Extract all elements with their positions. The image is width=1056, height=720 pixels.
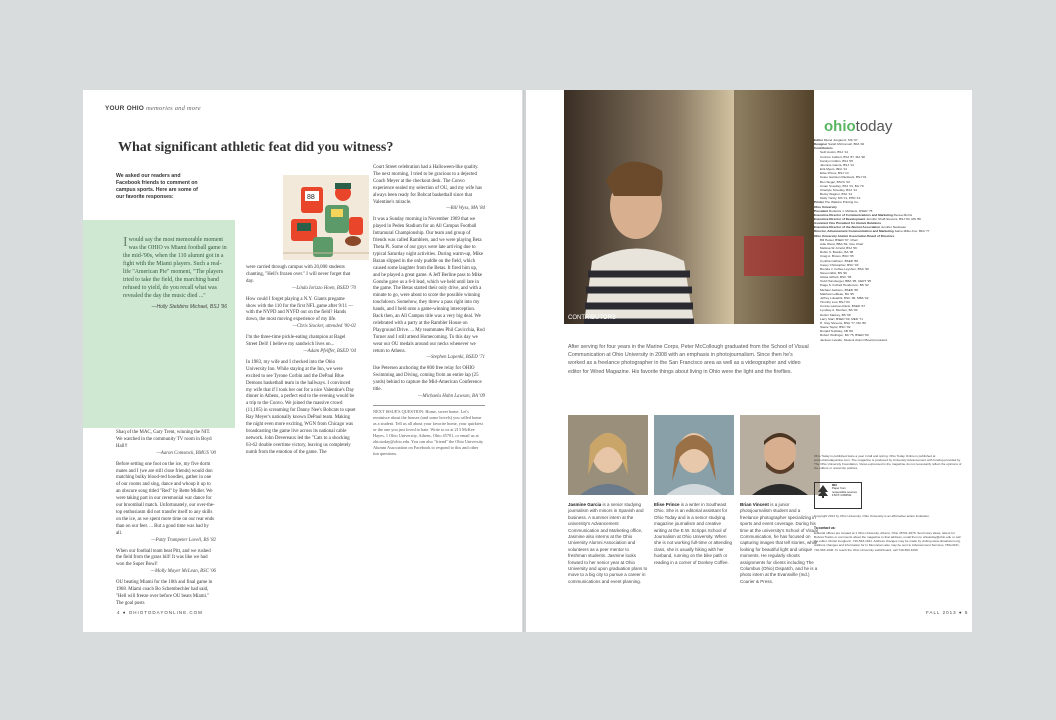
staff-value: Michael Jackson, BSED '68: [820, 287, 858, 292]
staff-value: Craig A. Brown, BSC '95: [820, 254, 854, 259]
section-bold: YOUR OHIO: [105, 105, 144, 112]
response-text: In 1983, my wife and I checked into the Ohio University Inn. While staying at the Inn, we were excited to see Tyrone Corbin and the DePaul Blue Demons basketball team in the hallways. I convinced my wife that if I took her out for a nice Valentine's Day dinner in Athens, a perfect end to the evening would be a trip to the Convo. We joined the massive crowd (11,185) in screaming for Danny Nee's Bobcats to upset Ray Meyer's nationally known DePaul team. Making the night even more exciting, WGN from Chicago was broadcasting the game live across its national cable network. John Devereaux led the "Cats to a shocking 63-62 double overtime victory, leaving us completely numb from the emotion of the game. The: [246, 359, 356, 455]
fsc-mix: MIX: [832, 483, 837, 487]
staff-value: Jasmine Garcia, BSJ '14: [820, 162, 854, 167]
staff-value: Todd Hunsberger, BBA '95, CERT '95: [820, 279, 872, 284]
logo-light: today: [855, 118, 893, 135]
left-page: [83, 90, 523, 632]
response-byline: —Aaron Comstock, BMUS '00: [156, 450, 216, 456]
response-text: Before setting one foot on the ice, my five dorm mates and I (we are still close friends) would don matching bulky blood-red hoodies, gather in one of our rooms and sing, dance and whoop it up to an obscure song titled "Red" by Bette Midler. We were taking part in our ceremonial war dance for our broomball match. Unfortunately, our over-the-top enthusiasm did not transfer itself to any skills on the ice, as we spent more time on our rear ends than on our feet. ... But a good time was had by all.: [116, 461, 215, 536]
staff-title: Executive Director of Development: [814, 216, 866, 221]
response-byline: —Stephen Lapenki, BSED '71: [426, 355, 485, 361]
response: [116, 580, 216, 608]
response: [116, 430, 216, 458]
next-issue-question: NEXT ISSUE'S QUESTION: Home, sweet home. Let's reminisce about the houses (and some hovels) you called home as a student. Tell us all about your favorite home, your quirkiest or the one you just loved to hate. Write to us at 213 McKee Hayes, 1 Ohio University, Athens, Ohio 45701, or email us at ohiotoday@ohio.edu. You can also "friend" the Ohio University Alumni Association on Facebook to respond to this and other fun questions.: [373, 405, 485, 457]
staff-value: Adie Weist, BBA '82, Vice Chair: [820, 241, 864, 246]
column-1: [116, 430, 216, 612]
response-text: When our football team beat Pitt, and we rushed the field from the grass hill! It was like we had won the Super Bowl!: [116, 548, 211, 568]
staff-value: Melissa W. Arnold, BSJ '96: [820, 246, 857, 251]
publication-info: Ohio Today is published twice a year in fall and spring. Ohio Today Online is published at www.ohiotodayonline.com. The magazine is produced by University Advancement with funding provided by The Ohio University Foundation. Views expressed in the magazine do not necessarily reflect the opinions of the editors or university policies.: [814, 454, 962, 471]
staff-title: Designer: [814, 142, 828, 147]
football-players-icon: [283, 175, 369, 260]
staff-value: Jennifer Neubauer: [880, 225, 907, 230]
staff-value: Ronald Teplitsky, AB '68: [820, 329, 853, 334]
staff-title: Director, Advancement Communication and Marketing: [814, 229, 894, 234]
staff-value: Roderick J. McDavis, DSED '75: [828, 208, 873, 213]
staff-value: Cynthia Calhoun, BSED '88: [820, 258, 858, 263]
response-byline: —Linda Iorizzo Hoen, BSED '70: [292, 285, 356, 291]
section-rest: memories and more: [146, 105, 201, 112]
staff-value: Jackson Lavallo, Student Alumni Board president: [820, 337, 888, 342]
response-text: Shaq of the MAC, Gary Trent, winning the NIT. We watched in the community TV room in Boyd Hall!!: [116, 430, 212, 449]
bio-name: Jasmine Garcia: [568, 502, 602, 507]
portrait-icon: [568, 415, 648, 495]
staff-value: Lyndsay A. Mushen, BA '00: [820, 308, 858, 313]
response-byline: —Patty Trumpeter Lovell, BS '82: [151, 537, 216, 543]
bio-text: is a writer in Southeast Ohio. She is an editorial assistant for Ohio Today and is a senior studying magazine journalism and creative writing at the E.W. Scripps School of Journalism at Ohio University. When she is not working full-time or attending class, she is usually hiking with her husband, running on the bike path or reading in a corner of Donkey Coffee.: [654, 502, 733, 565]
bio-elise: [654, 502, 734, 566]
response-text: I'm the three-time pickle-eating champion at Bagel Street Deli! I believe my sandwich lives on...: [246, 335, 346, 348]
staff-value: Paige S. Kuthell Henderson, BS '92: [820, 283, 869, 288]
staff-title: Executive Director of Communications and Marketing: [814, 212, 893, 217]
response-text: How could I forget playing a N.Y. Giants pregame show with the 110 for the first NFL game after 9/11 — with the NYPD and NYFD out on the field? Hands down, the most moving experience of my life.: [246, 296, 354, 323]
staff-value: Elise Prince, BSJ '14: [820, 171, 849, 176]
column-2: [246, 265, 356, 461]
headshot-brian: [740, 415, 820, 495]
staff-value: Ben Siegel, BSVC '02: [820, 179, 850, 184]
response: [116, 549, 216, 577]
football-illustration: [283, 175, 369, 260]
staff-value: Larry Starr, BSED '69, MED '71: [820, 316, 863, 321]
staff-value: Sarah McConnell, BFA '02: [828, 142, 865, 147]
staff-value: Jaime Miller-Fox, BFA '77: [894, 229, 930, 234]
page-number: 4: [117, 610, 121, 615]
staff-value: Jeffrey Lukashik, BSC '96, MBA '02: [820, 295, 869, 300]
response-text: OU beating Miami for the 10th and final game in 1968. Miami coach Bo Schembechler had said, "Hell will freeze over before OU beats Miami." The goal posts: [116, 580, 213, 606]
copyright: Copyright 2013 by Ohio University. Ohio University is an affirmative action institution.: [814, 514, 930, 518]
right-page: [526, 90, 972, 632]
contact-heading: To contact us:: [814, 526, 836, 530]
drop-cap: I: [123, 235, 128, 250]
staff-value: Robert Wolfinger, BA '75, BSED '80: [820, 333, 869, 338]
pull-quote-byline: —Holly Stebbins Michael, BSJ '96: [151, 304, 227, 310]
staff-value: Dustin Starkey, BS '99: [820, 312, 851, 317]
staff-list: [814, 138, 964, 342]
staff-title: Executive Director of the Alumni Association: [814, 225, 880, 230]
tree-icon: [816, 484, 830, 498]
bio-jasmine: [568, 502, 648, 585]
staff-title: Ohio University: [814, 204, 837, 209]
staff-value: Aman Smedley, BSJ '01, BA '79: [820, 183, 864, 188]
staff-value: Erik Myers, BFA '14: [820, 167, 847, 172]
staff-title: Editor: [814, 138, 823, 142]
intro-text: We asked our readers and Facebook friends to comment on campus sports. Here are some of our favorite responses:: [116, 173, 198, 200]
staff-value: Bill Heisel, BSED '67, Chair: [820, 237, 858, 242]
response-text: It was a Sunday morning in November 1969 that we played in Peden Stadium for an All Campus Football Intramural Championship. Our team and group of friends was called Ramblers, and we were playing Beta Theta Pi. Some of our guys were late arriving due to typical Saturday night activities. During warm-up, Mike Bazan slipped in the only puddle on the field, which caused some laughter from the Betas. It fired him up, and he played a great game. A Jeff Berline pass to Mike Gonshe gave us a 6-0 lead, which we held until late in the game. The Betas started their only drive, and with a minute to go, were about to score the possible winning touchdown. Somehow, they threw a pass right into my hands, and I held onto a game-winning interception. Back then, an All Campus title was a very big deal. We celebrated with a party at the Rambler House on Playground Drive. ... My teammates Phil Cavicchia, Rod Turner and I still attend Homecoming. To this day we wear our OU medals around our necks whenever we return to Athens.: [373, 217, 485, 354]
staff-title: President: [814, 208, 829, 213]
staff-value: Robin S. Bowlus, BA '98: [820, 250, 854, 255]
bio-name: Elise Prince: [654, 502, 680, 507]
page-number: 5: [964, 610, 969, 615]
headline: What significant athletic feat did you witness?: [118, 140, 394, 155]
staff-title: Printer: [814, 200, 824, 205]
staff-value: Becky Wagner, BSJ '14: [820, 192, 853, 197]
staff-value: Renea Morris: [893, 212, 913, 217]
pull-quote-body: would say the most memorable moment was the OHIO vs Miami football game in the mid-'90s, when the 110 alumni got in a fight with the Miami players. Such a real-life "American Pie" moment, "The players tried to take the field, the marching band refused to yield, do you recall what was revealed the day the music died ...": [123, 237, 227, 299]
staff-value: Jennifer Shuff-Stevens, BSJ '84, MS '86: [866, 216, 921, 221]
response-byline: —Molly Mayer McLean, BSC '06: [150, 569, 216, 575]
response: [116, 462, 216, 545]
response: [373, 165, 485, 213]
response-text: Ilse Petersen anchoring the 800 free relay for OHIO Swimming and Diving, coming from an entire lap (25 yards) behind to capture the Mid-American Conference title.: [373, 366, 482, 393]
svg-text:88: 88: [307, 194, 315, 201]
photo-credit-label: CONTRIBUTORS: [568, 315, 616, 321]
staff-title: Contributors: [814, 146, 833, 151]
staff-value: Karolyn Collins, BSJ '05: [820, 158, 853, 163]
bio-text: is a junior photojournalism student and a freelance photographer specializing in sports and event coverage. During his time at the university's School of Visual Communication, he has focused on capturing images that tell stories, while looking for beautiful light and unique moments. He regularly shoots assignments for clients including The Columbus (Ohio) Dispatch, and he is a photo intern at the Evansville (Ind.) Courier & Press.: [740, 502, 818, 584]
response-text: were carried through campus with 20,000 students chanting, "Hell's frozen over." I will never forget that day.: [246, 265, 351, 284]
photo-caption: After serving for four years in the Marine Corps, Peter McCollough graduated from the School of Visual Communication at Ohio University in 2008 with an emphasis in photojournalism. Since then he's worked as a freelance photographer in the San Francisco area as well as a videographer and video editor for Wired Magazine. His favorite things about living in Ohio were the light and the fireflies.: [568, 344, 809, 375]
fsc-code: FSC® C084511: [832, 493, 852, 498]
contact-info: Editorial offices are located at 1 Ohio University, Athens, Ohio 45701-2979. Send story ideas, letters for Bobcat Tracks or comments about the magazine to that address, email them to ohiotoday@ohio.edu or call the editor, Muriel Jungkunz, 740-593-1941. Address changes may be made by visiting www.ohioalumni.org. Address changes and information for In Memoriam also may be sent to Advancement Services, HDL/ADC, 740-593-1946. To reach the Ohio University switchboard, call 740-593-1000.: [814, 531, 961, 552]
staff-value: Seth Austin, BSJ '14: [820, 150, 848, 155]
staff-value: Brenda J. Coffee-Leyshon, BSC '90: [820, 266, 869, 271]
portrait-icon: [654, 415, 734, 495]
staff-value: Matthew LeBeau, BA '95: [820, 291, 854, 296]
staff-entry: [814, 338, 964, 342]
response-byline: —Michaela Hahn Lawson, BA '09: [418, 394, 485, 399]
staff-value: Alissa Gifford, BSC '95: [820, 275, 852, 280]
masthead-logo: [824, 118, 892, 135]
section-header: [105, 105, 201, 112]
staff-title: Ohio University Alumni Association Board of Directors: [814, 233, 895, 238]
response-byline: —Bill Wyss, MA '84: [446, 206, 485, 212]
fsc-logo: [814, 482, 862, 509]
response: [246, 265, 356, 293]
staff-value: H. Clay Stevens, BSA '77, MA '86: [820, 320, 866, 325]
response: [246, 297, 356, 332]
response-byline: —Chris Stocker, attended '00-02: [292, 324, 356, 330]
headshot-elise: [654, 415, 734, 495]
response: [246, 335, 356, 356]
staff-value: Casey Christopher, BSC '03: [820, 262, 859, 267]
staff-value: Stacie Taylor, BSC '92: [820, 325, 851, 330]
staff-value: Muriel Jungkunz, MS '97: [823, 138, 858, 142]
staff-value: Molly Yanity, MS '11, PHD '13: [820, 196, 861, 201]
portrait-icon: [740, 415, 820, 495]
staff-title: Assistant Vice President for Alumni Relations: [814, 221, 882, 226]
bio-brian: [740, 502, 820, 585]
bio-text: is a senior studying journalism with minors in Spanish and business. A summer intern at the university's Advancement Communication and Marketing office, Jasmine also interns at the Ohio University Alumni Association and volunteers as a peer mentor to freshman students. Jasmine looks forward to her senior year at Ohio University and upon graduation plans to move to a big city to pursue a career in communications and event planning.: [568, 502, 648, 584]
fsc-sub: Paper from responsible sources: [832, 486, 857, 494]
right-footer: FALL 2013 ● 5: [926, 610, 969, 615]
staff-value: The Watkins Printing Co.: [824, 200, 859, 205]
response: [246, 360, 356, 457]
pull-quote: [83, 220, 235, 428]
staff-value: Connie Lawson-Davis, BSED '67: [820, 304, 866, 309]
staff-value: Kelee Garrison Riesbeck, BSJ '01: [820, 175, 867, 180]
left-footer: 4 ● OHIOTODAYONLINE.COM: [117, 610, 203, 615]
footer-season: FALL 2013: [926, 610, 957, 615]
staff-value: Steven Ellis, BS '90: [820, 271, 847, 275]
photo-image: [564, 90, 814, 324]
logo-bold: ohio: [824, 118, 856, 135]
response: [373, 217, 485, 362]
staff-value: Chaclyle Smedley, BSJ '14: [820, 187, 857, 192]
response: [373, 366, 485, 401]
pull-quote-text: [123, 236, 227, 300]
response-text: Court Street celebration had a Halloween-like quality. The next morning, I tried to be gracious to a dejected Coach Meyer at the checkout desk. The Convo experience sealed my selection of OU, and my wife has always been ready for Bobcat basketball since that Valentine's miracle.: [373, 165, 482, 205]
headshot-jasmine: [568, 415, 648, 495]
staff-value: Corinne Colbert, BSJ '87, MA '90: [820, 154, 866, 159]
response-byline: —Adam Pfeiffer, BSED '04: [303, 348, 356, 354]
contributor-photo: [564, 90, 814, 324]
staff-value: Timothy Low, BSJ '94: [820, 300, 850, 305]
bio-name: Brian Vincent: [740, 502, 769, 507]
footer-site: OHIOTODAYONLINE.COM: [128, 610, 203, 615]
column-3: [373, 165, 485, 457]
